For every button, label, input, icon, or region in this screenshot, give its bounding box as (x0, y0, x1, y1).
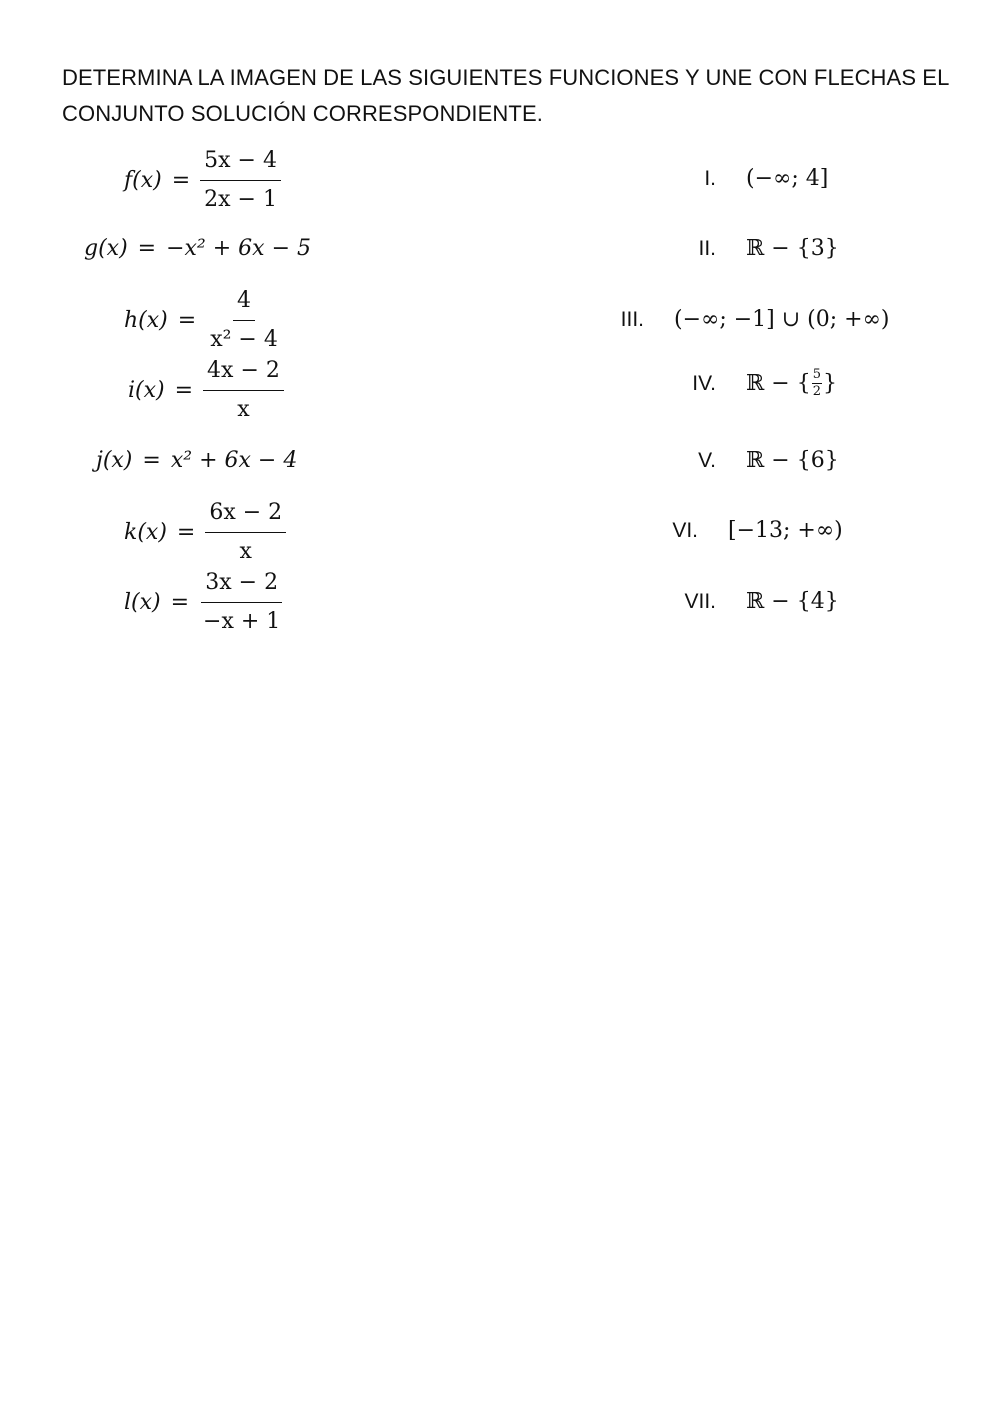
solution-1 (676, 166, 828, 191)
equals-sign: = (170, 590, 190, 615)
instructions-line-1: DETERMINA LA IMAGEN DE LAS SIGUIENTES FUNCIONES Y UNE CON FLECHAS EL (62, 65, 950, 90)
function-l-numerator: 3x − 2 (201, 570, 282, 603)
solution-6-set: [−13; +∞) (728, 518, 843, 543)
solution-1-set: (−∞; 4] (746, 166, 829, 191)
function-j (96, 448, 297, 473)
equals-sign: = (137, 236, 157, 261)
solution-3 (606, 307, 890, 332)
function-f-denominator: 2x − 1 (204, 187, 277, 212)
equals-sign: = (142, 448, 161, 473)
solution-7-set: ℝ − {4} (746, 589, 839, 614)
function-j-expression: x² + 6x − 4 (170, 448, 298, 473)
function-h-fraction (206, 288, 282, 353)
function-h-name: h(x) (124, 308, 168, 333)
solution-6-numeral: VI. (672, 518, 698, 542)
function-i-numerator: 4x − 2 (203, 358, 284, 391)
solution-4-fraction-numerator: 5 (812, 367, 821, 382)
equals-sign: = (177, 308, 197, 333)
function-k-numerator: 6x − 2 (205, 500, 286, 533)
function-h (124, 288, 282, 353)
function-k-denominator: x (239, 539, 252, 564)
solution-6 (658, 518, 843, 543)
function-k-name: k(x) (124, 520, 167, 545)
solution-5-numeral: V. (698, 448, 716, 472)
solution-5 (676, 448, 839, 473)
solution-4-fraction (812, 368, 822, 399)
function-l (124, 570, 284, 635)
solution-4-set-suffix: } (822, 371, 837, 396)
solution-4-set-prefix: ℝ − { (746, 371, 811, 396)
function-g-name: g(x) (84, 236, 128, 261)
solution-2-set: ℝ − {3} (746, 236, 839, 261)
solution-3-set: (−∞; −1] ∪ (0; +∞) (674, 307, 890, 332)
equals-sign: = (174, 378, 194, 403)
solution-3-numeral: III. (620, 307, 644, 331)
function-h-numerator: 4 (233, 288, 255, 321)
equals-sign: = (176, 520, 196, 545)
solution-7 (676, 589, 839, 614)
function-i-name: i(x) (128, 378, 165, 403)
function-i-fraction (203, 358, 284, 423)
function-i-denominator: x (237, 397, 250, 422)
function-f-name: f(x) (124, 168, 162, 193)
solution-5-set: ℝ − {6} (746, 448, 839, 473)
solution-4 (676, 368, 837, 399)
solution-2-numeral: II. (698, 236, 716, 260)
equals-sign: = (171, 168, 191, 193)
function-f (124, 148, 281, 213)
function-l-name: l(x) (124, 590, 161, 615)
solution-4-numeral: IV. (692, 371, 716, 395)
function-l-fraction (199, 570, 284, 635)
solution-7-numeral: VII. (684, 589, 716, 613)
function-k-fraction (205, 500, 286, 565)
solution-1-numeral: I. (704, 166, 716, 190)
solution-4-set (746, 368, 837, 399)
function-h-denominator: x² − 4 (210, 327, 278, 352)
solution-4-fraction-denominator: 2 (812, 384, 821, 399)
function-j-name: j(x) (96, 448, 133, 473)
instructions-line-2: CONJUNTO SOLUCIÓN CORRESPONDIENTE. (62, 101, 543, 126)
function-f-fraction (200, 148, 281, 213)
function-g-expression: −x² + 6x − 5 (166, 236, 311, 261)
instructions (62, 60, 962, 132)
function-i (128, 358, 284, 423)
solution-2 (676, 236, 839, 261)
function-g (84, 236, 311, 261)
function-k (124, 500, 286, 565)
function-f-numerator: 5x − 4 (200, 148, 281, 181)
function-l-denominator: −x + 1 (203, 609, 281, 634)
